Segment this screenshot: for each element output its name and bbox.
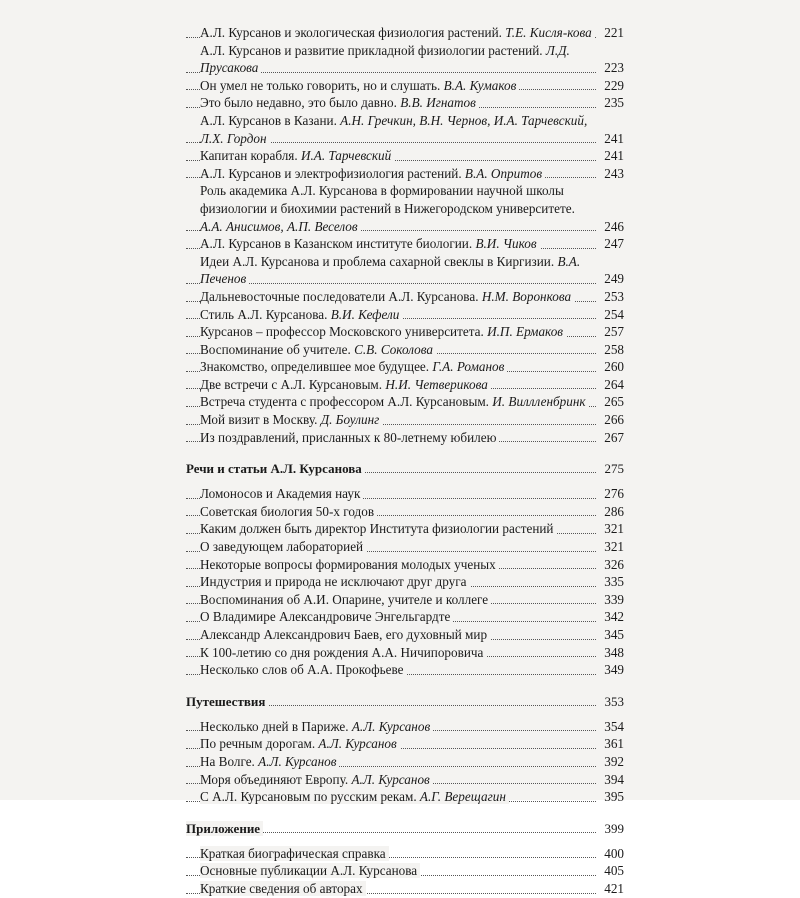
entry-title-text: Мой визит в Москву. — [200, 412, 318, 428]
entry-page-number: 258 — [604, 341, 624, 357]
toc-section — [186, 820, 624, 898]
toc-entry-title — [186, 112, 596, 147]
section-heading-text: Приложение — [186, 821, 263, 836]
entry-title-text: Встреча студента с профессором А.Л. Курсановым. — [200, 394, 489, 410]
toc-entry-title — [186, 24, 596, 42]
toc-entry — [186, 771, 624, 789]
toc-entry-title — [186, 520, 596, 538]
toc-entry — [186, 358, 624, 376]
toc-entry-title — [186, 845, 596, 863]
entry-title-text: Советская биология 50-х годов — [200, 503, 375, 519]
entry-page-number: 354 — [604, 718, 624, 734]
entry-title-text: К 100-летию со дня рождения А.А. Ничипоровича — [200, 644, 484, 660]
entry-title-text: Стиль А.Л. Курсанова. — [200, 306, 328, 322]
entry-page-number: 254 — [604, 306, 624, 322]
toc-entry — [186, 538, 624, 556]
entry-title-text: Индустрия и природа не исключают друг друга — [200, 574, 467, 590]
entry-author: А.Л. Курсанов — [351, 771, 430, 787]
entry-page-number: 243 — [604, 165, 624, 181]
entry-title-text: Ломоносов и Академия наук — [200, 486, 361, 502]
entry-page-number: 321 — [604, 539, 624, 555]
toc-section — [186, 693, 624, 806]
entry-page-number: 339 — [604, 591, 624, 607]
entry-title-text: С А.Л. Курсановым по русским рекам. — [200, 789, 417, 805]
section-page-number: 353 — [604, 693, 624, 709]
toc-entry-title — [186, 503, 596, 521]
entry-title-text: Дальневосточные последователи А.Л. Курсанова. — [200, 288, 479, 304]
section-heading — [186, 460, 624, 477]
entry-title-text: Несколько дней в Париже. — [200, 718, 349, 734]
entry-title-text: Краткие сведения об авторах — [200, 880, 363, 896]
entry-title-text: А.Л. Курсанов и электрофизиология растений. — [200, 165, 462, 181]
entry-title-text: Каким должен быть директор Института физиологии растений — [200, 521, 554, 537]
entry-author: Д. Боулинг — [320, 412, 380, 428]
toc-entry-title — [186, 288, 596, 306]
entry-page-number: 264 — [604, 376, 624, 392]
section-heading-text: Речи и статьи А.Л. Курсанова — [186, 461, 365, 476]
toc-entry-title — [186, 485, 596, 503]
entry-author: В.В. Игнатов — [400, 95, 476, 111]
entry-author: Л.Д. Прусакова — [200, 42, 570, 76]
entry-author: И. Виллленбринк — [492, 394, 586, 410]
entry-title-text: Краткая биографическая справка — [200, 845, 386, 861]
toc-entry-title — [186, 538, 596, 556]
memoirs-entries — [186, 24, 624, 446]
toc-entry-title — [186, 608, 596, 626]
table-of-contents — [186, 24, 624, 898]
toc-entry-title — [186, 880, 596, 898]
toc-entry-title — [186, 94, 596, 112]
entry-page-number: 342 — [604, 609, 624, 625]
toc-entry-title — [186, 753, 596, 771]
entry-page-number: 361 — [604, 736, 624, 752]
toc-entry — [186, 845, 624, 863]
toc-entry-title — [186, 735, 596, 753]
entry-page-number: 321 — [604, 521, 624, 537]
toc-entry-title — [186, 626, 596, 644]
entry-title-text: Александр Александрович Баев, его духовный мир — [200, 627, 488, 642]
toc-entry — [186, 644, 624, 662]
toc-entry — [186, 718, 624, 736]
toc-entry — [186, 182, 624, 235]
entry-page-number: 257 — [604, 324, 624, 340]
entry-title-text: А.Л. Курсанов в Казанском институте биологии. — [200, 236, 473, 252]
entry-title-text: О заведующем лабораторией — [200, 539, 364, 555]
toc-entry — [186, 306, 624, 324]
toc-entry-title — [186, 556, 596, 574]
toc-entry-title — [186, 429, 596, 447]
entry-author: И.П. Ермаков — [487, 324, 564, 340]
toc-entry — [186, 42, 624, 77]
entry-page-number: 392 — [604, 753, 624, 769]
entry-page-number: 246 — [604, 218, 624, 234]
entry-page-number: 326 — [604, 556, 624, 572]
toc-entry — [186, 556, 624, 574]
entry-page-number: 229 — [604, 77, 624, 93]
entry-page-number: 276 — [604, 486, 624, 502]
section-page-number: 275 — [604, 461, 624, 477]
toc-entry — [186, 147, 624, 165]
entry-author: И.А. Тарчевский — [300, 148, 392, 164]
entry-title-text: Две встречи с А.Л. Курсановым. — [200, 376, 383, 392]
toc-entry — [186, 591, 624, 609]
toc-entry — [186, 608, 624, 626]
toc-entry — [186, 573, 624, 591]
entry-title-text: Роль академика А.Л. Курсанова в формировании научной школы физиологии и биохимии растений в Нижегородском университете. — [200, 183, 575, 216]
entry-title-text: А.Л. Курсанов и экологическая физиология растений. — [200, 25, 502, 40]
entry-page-number: 266 — [604, 412, 624, 428]
section-page-number: 399 — [604, 820, 624, 836]
toc-entry-title — [186, 644, 596, 662]
toc-entry — [186, 112, 624, 147]
entry-author: А.Л. Курсанов — [351, 718, 431, 734]
entry-page-number: 394 — [604, 771, 624, 787]
toc-entry-title — [186, 182, 596, 235]
toc-entry — [186, 735, 624, 753]
toc-entry — [186, 503, 624, 521]
entry-title-text: О Владимире Александровиче Энгельгардте — [200, 609, 451, 625]
entry-title-text: А.Л. Курсанов в Казани. — [200, 112, 337, 128]
entry-page-number: 286 — [604, 503, 624, 519]
entry-page-number: 395 — [604, 789, 624, 805]
toc-sections — [186, 460, 624, 897]
entry-title-text: Моря объединяют Европу. — [200, 771, 349, 787]
toc-entry-title — [186, 411, 596, 429]
entry-title-text: Капитан корабля. — [200, 148, 298, 164]
entry-title-text: Воспоминания об А.И. Опарине, учителе и коллеге — [200, 591, 489, 607]
entry-author: А.Л. Курсанов — [258, 753, 337, 769]
toc-entry — [186, 626, 624, 644]
toc-entry — [186, 376, 624, 394]
entry-title-text: Основные публикации А.Л. Курсанова — [200, 863, 418, 879]
section-heading — [186, 820, 624, 837]
entry-page-number: 405 — [604, 863, 624, 879]
entry-title-text: Курсанов – профессор Московского университета. — [200, 324, 484, 340]
entry-page-number: 253 — [604, 288, 624, 304]
toc-entry — [186, 880, 624, 898]
toc-entry-title — [186, 253, 596, 288]
entry-author: В.И. Чиков — [475, 236, 537, 252]
toc-entry — [186, 411, 624, 429]
toc-entry-title — [186, 718, 596, 736]
toc-entry — [186, 753, 624, 771]
toc-entry-title — [186, 862, 596, 880]
entry-page-number: 400 — [604, 845, 624, 861]
entry-title-text: Идеи А.Л. Курсанова и проблема сахарной свеклы в Киргизии. — [200, 253, 555, 269]
entry-title-text: Это было недавно, это было давно. — [200, 95, 397, 111]
toc-entry-title — [186, 393, 596, 411]
toc-entry-title — [186, 42, 596, 77]
entry-author: Г.А. Романов — [432, 359, 505, 375]
entry-title-text: Он умел не только говорить, но и слушать. — [200, 77, 441, 93]
entry-author: В.И. Кефели — [330, 306, 400, 322]
toc-entry-title — [186, 788, 596, 806]
toc-entry-title — [186, 358, 596, 376]
entry-page-number: 421 — [604, 880, 624, 896]
toc-entry-title — [186, 165, 596, 183]
toc-entry-title — [186, 77, 596, 95]
entry-title-text: А.Л. Курсанов и развитие прикладной физиологии растений. — [200, 42, 543, 58]
toc-entry — [186, 288, 624, 306]
entry-page-number: 249 — [604, 271, 624, 287]
toc-entry — [186, 862, 624, 880]
entry-title-text: На Волге. — [200, 753, 255, 769]
toc-entry — [186, 661, 624, 679]
entry-page-number: 221 — [604, 25, 624, 40]
entry-title-text: Некоторые вопросы формирования молодых ученых — [200, 556, 496, 572]
entry-title-text: Знакомство, определившее мое будущее. — [200, 359, 430, 375]
toc-entry-title — [186, 323, 596, 341]
toc-entry — [186, 94, 624, 112]
toc-entry-title — [186, 235, 596, 253]
entry-title-text: По речным дорогам. — [200, 736, 316, 752]
toc-entry-title — [186, 147, 596, 165]
toc-entry — [186, 77, 624, 95]
entry-page-number: 247 — [604, 236, 624, 252]
toc-entry-title — [186, 771, 596, 789]
toc-entry — [186, 429, 624, 447]
toc-entry-title — [186, 591, 596, 609]
entry-page-number: 260 — [604, 359, 624, 375]
toc-entry-title — [186, 306, 596, 324]
toc-entry-title — [186, 573, 596, 591]
toc-entry — [186, 235, 624, 253]
entry-page-number: 241 — [604, 130, 624, 146]
entry-author: А.Г. Верещагин — [419, 789, 506, 805]
entry-author: В.А. Опритов — [464, 165, 543, 181]
entry-page-number: 235 — [604, 95, 624, 111]
entry-page-number: 348 — [604, 644, 624, 660]
toc-entry-title — [186, 341, 596, 359]
toc-entry — [186, 341, 624, 359]
entry-page-number: 223 — [604, 60, 624, 76]
toc-section — [186, 460, 624, 679]
toc-entry — [186, 323, 624, 341]
entry-page-number: 241 — [604, 148, 624, 164]
entry-page-number: 349 — [604, 662, 624, 678]
entry-author: В.А. Печенов — [200, 253, 581, 287]
entry-author: В.А. Кумаков — [443, 77, 517, 93]
entry-title-text: Воспоминание об учителе. — [200, 341, 351, 357]
entry-title-text: Несколько слов об А.А. Прокофьеве — [200, 662, 404, 678]
entry-page-number: 345 — [604, 627, 624, 642]
toc-entry — [186, 393, 624, 411]
entry-page-number: 335 — [604, 574, 624, 590]
toc-entry-title — [186, 376, 596, 394]
entry-author: Т.Е. Кисля-кова — [505, 25, 592, 40]
entry-author: А.Н. Гречкин, В.Н. Чернов, И.А. Тарчевский, Л.Х. Гордон — [200, 112, 588, 146]
entry-author: С.В. Соколова — [354, 341, 433, 357]
toc-entry-title — [186, 661, 596, 679]
entry-page-number: 267 — [604, 429, 624, 445]
toc-entry — [186, 165, 624, 183]
entry-title-text: Из поздравлений, присланных к 80-летнему юбилею — [200, 429, 497, 445]
entry-author: А.Л. Курсанов — [318, 736, 397, 752]
entry-author: Н.И. Четверикова — [385, 376, 488, 392]
toc-entry — [186, 253, 624, 288]
entry-page-number: 265 — [604, 394, 624, 410]
toc-entry — [186, 788, 624, 806]
toc-entry — [186, 520, 624, 538]
section-heading — [186, 693, 624, 710]
entry-author: А.А. Анисимов, А.П. Веселов — [200, 218, 358, 234]
toc-entry — [186, 24, 624, 42]
entry-author: Н.М. Воронкова — [481, 288, 572, 304]
toc-entry — [186, 485, 624, 503]
section-heading-text: Путешествия — [186, 694, 268, 709]
